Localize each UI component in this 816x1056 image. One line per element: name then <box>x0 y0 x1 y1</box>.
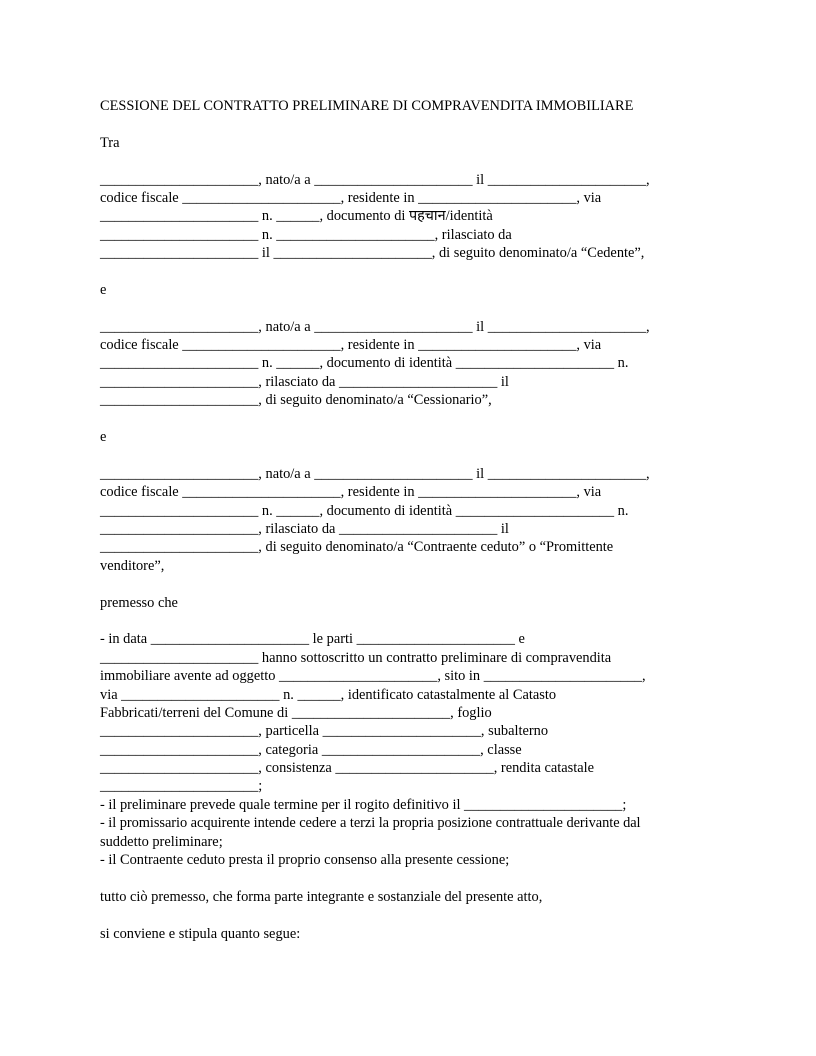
premise-line: via ______________________ n. ______, identificato catastalmente al Catasto <box>100 686 557 703</box>
premise-line: - il Contraente ceduto presta il proprio consenso alla presente cessione; <box>100 852 510 869</box>
spacer <box>100 299 720 317</box>
party-line: ______________________, rilasciato da ______________________ il <box>100 520 509 537</box>
party-line: codice fiscale ______________________, residente in ______________________, via <box>100 337 602 354</box>
party-cessionario-block <box>100 318 720 410</box>
party-cedente-block <box>100 171 720 263</box>
premise-line: - in data ______________________ le parti ______________________ e <box>100 631 525 648</box>
spacer <box>100 906 720 924</box>
party-line: codice fiscale ______________________, residente in ______________________, via <box>100 484 602 501</box>
party-line: ______________________ n. ______, documento di identità ______________________ n. <box>100 502 629 519</box>
premise-line: ______________________, consistenza ______________________, rendita catastale <box>100 760 594 777</box>
party-line: ______________________, di seguito denominato/a “Cessionario”, <box>100 392 492 409</box>
party-line: codice fiscale ______________________, residente in ______________________, via <box>100 189 602 206</box>
premise-line: - il preliminare prevede quale termine per il rogito definitivo il ______________________; <box>100 796 627 813</box>
premise-line: ______________________, particella ______________________, subalterno <box>100 723 549 740</box>
conjunction-text: e <box>100 281 107 298</box>
document-title: CESSIONE DEL CONTRATTO PRELIMINARE DI COMPRAVENDITA IMMOBILIARE <box>100 98 634 114</box>
party-line: ______________________ n. ______, documento di पहचान/identità <box>100 208 493 225</box>
party-line: ______________________ il ______________________, di seguito denominato/a “Cedente”, <box>100 245 645 262</box>
spacer <box>100 869 720 887</box>
premise-line: suddetto preliminare; <box>100 833 223 850</box>
spacer <box>100 575 720 593</box>
premises-block <box>100 630 720 869</box>
party-contraente-ceduto-block <box>100 465 720 575</box>
document-body <box>100 97 720 943</box>
premise-line: ______________________ hanno sottoscritto un contratto preliminare di compravendita <box>100 649 612 666</box>
premise-line: ______________________, categoria ______________________, classe <box>100 741 522 758</box>
spacer <box>100 612 720 630</box>
closing-text: si conviene e stipula quanto segue: <box>100 925 301 942</box>
spacer <box>100 446 720 464</box>
party-line: ______________________, nato/a a ______________________ il ______________________, <box>100 318 650 335</box>
party-line: ______________________, nato/a a ______________________ il ______________________, <box>100 171 650 188</box>
premise-line: Fabbricati/terreni del Comune di ______________________, foglio <box>100 704 492 721</box>
party-line: ______________________ n. ______, documento di identità ______________________ n. <box>100 355 629 372</box>
spacer <box>100 152 720 170</box>
party-line: ______________________, nato/a a ______________________ il ______________________, <box>100 465 650 482</box>
premise-line: ______________________; <box>100 778 263 795</box>
conclusion-text: tutto ciò premesso, che forma parte integrante e sostanziale del presente atto, <box>100 888 543 905</box>
party-line: ______________________ n. ______________________, rilasciato da <box>100 226 512 243</box>
party-line: ______________________, rilasciato da ______________________ il <box>100 373 509 390</box>
premesso-heading: premesso che <box>100 594 178 611</box>
premise-line: immobiliare avente ad oggetto ______________________, sito in ______________________, <box>100 668 646 685</box>
conjunction-text: e <box>100 429 107 446</box>
spacer <box>100 263 720 281</box>
intro-text: Tra <box>100 134 120 151</box>
party-line: venditore”, <box>100 557 165 574</box>
party-line: ______________________, di seguito denominato/a “Contraente ceduto” o “Promittente <box>100 539 614 556</box>
spacer <box>100 410 720 428</box>
premise-line: - il promissario acquirente intende cedere a terzi la propria posizione contrattuale derivante dal <box>100 815 641 832</box>
